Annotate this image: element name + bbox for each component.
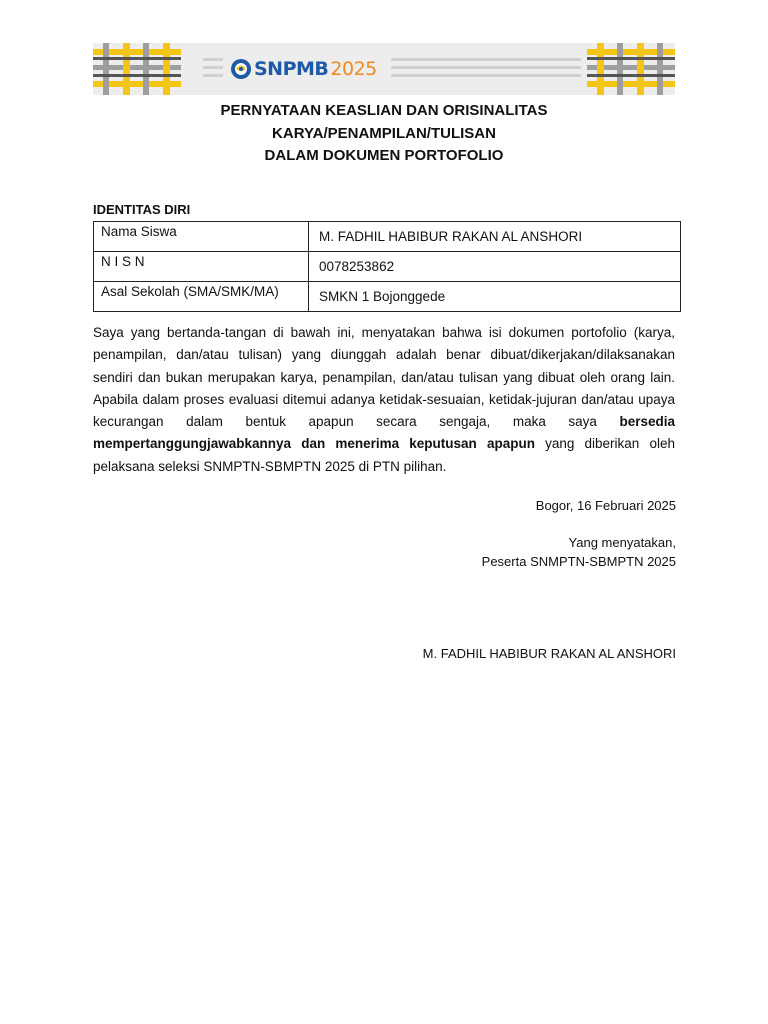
nisn-label: N I S N	[94, 252, 309, 282]
statement-paragraph	[93, 322, 675, 478]
table-row	[94, 252, 681, 282]
school-label: Asal Sekolah (SMA/SMK/MA)	[94, 282, 309, 312]
school-value: SMKN 1 Bojonggede	[309, 282, 681, 312]
stripe-decoration-right	[391, 58, 581, 80]
statement-bold-commitment: bersedia mempertanggungjawabkannya dan menerima keputusan apapun	[93, 414, 675, 452]
stripe-decoration-left	[203, 58, 223, 80]
signature-closing	[482, 533, 676, 571]
lattice-decoration-right	[587, 43, 675, 95]
title-line-1: PERNYATAAN KEASLIAN DAN ORISINALITAS	[220, 102, 548, 119]
student-name-label: Nama Siswa	[94, 222, 309, 252]
lattice-decoration-left	[93, 43, 181, 95]
closing-line-1: Yang menyatakan,	[568, 535, 676, 550]
table-row	[94, 282, 681, 312]
snpmb-logo	[230, 53, 377, 85]
identity-table	[93, 221, 681, 312]
identity-heading: IDENTITAS DIRI	[93, 202, 191, 217]
table-row	[94, 222, 681, 252]
title-line-2: KARYA/PENAMPILAN/TULISAN	[272, 124, 496, 142]
student-name-value: M. FADHIL HABIBUR RAKAN AL ANSHORI	[309, 222, 681, 252]
signer-name: M. FADHIL HABIBUR RAKAN AL ANSHORI	[422, 646, 676, 661]
closing-line-2: Peserta SNMPTN-SBMPTN 2025	[481, 554, 676, 569]
logo-year: 2025	[330, 58, 377, 80]
nisn-value: 0078253862	[309, 252, 681, 282]
place-date: Bogor, 16 Februari 2025	[535, 498, 676, 513]
header-banner	[93, 43, 675, 95]
statement-text-part-1: Saya yang bertanda-tangan di bawah ini, menyatakan bahwa isi dokumen portofolio (karya, penampilan, dan/atau tulisan) yang diunggah adalah benar dibuat/dikerjakan/dilaksanakan sendiri dan bukan merupakan karya, penampilan, dan/atau tulisan yang dibuat oleh orang lain. Apabila dalam proses evaluasi ditemui adanya ketidak-sesuaian, ketidak-jujuran dan/atau upaya kecurangan dalam bentuk apapun secara sengaja, maka saya	[93, 325, 675, 430]
statement-text-part-2: yang diberikan oleh pelaksana seleksi SNMPTN-SBMPTN 2025 di PTN pilihan.	[93, 436, 675, 474]
tut-wuri-emblem-icon	[230, 58, 252, 80]
title-line-3: DALAM DOKUMEN PORTOFOLIO	[264, 147, 504, 164]
logo-wordmark: SNPMB	[254, 58, 329, 80]
document-title	[93, 100, 675, 168]
